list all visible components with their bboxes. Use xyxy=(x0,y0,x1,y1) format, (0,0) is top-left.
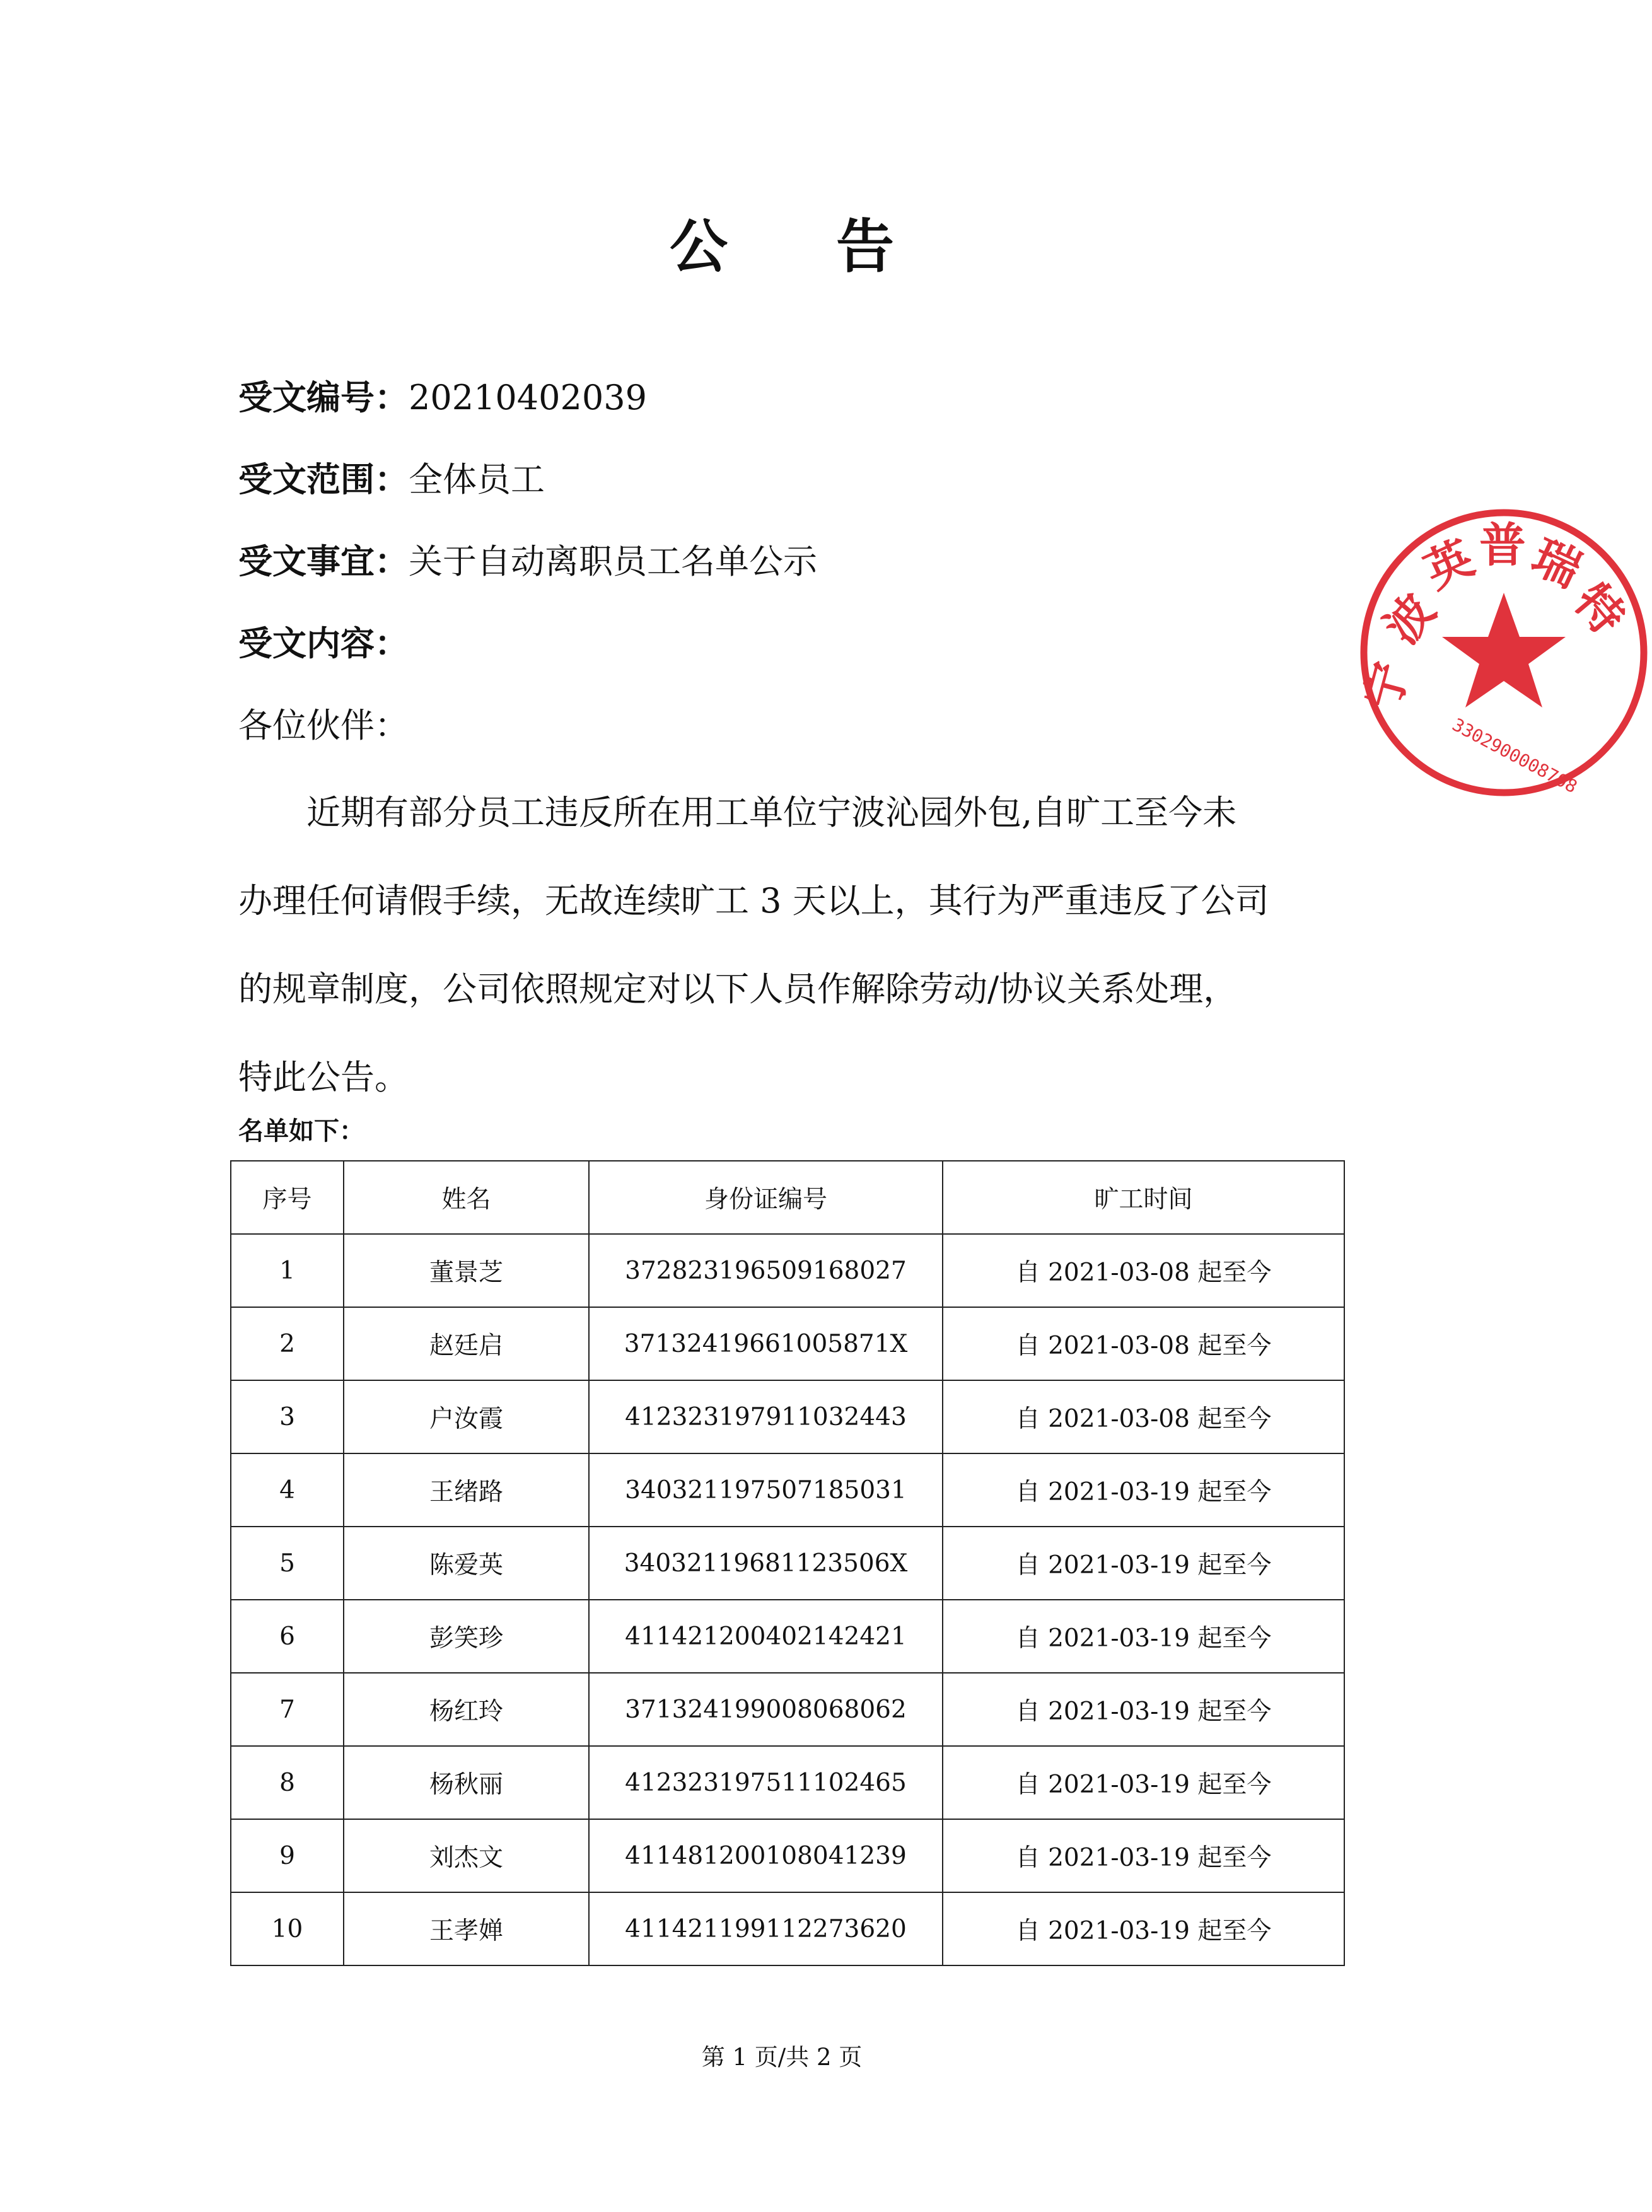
cell-absence-period: 自 2021-03-19 起至今 xyxy=(943,1746,1344,1819)
header-id-number: 身份证编号 xyxy=(589,1161,943,1234)
table-row xyxy=(231,1673,1344,1746)
field-value: 20210402039 xyxy=(409,378,647,417)
company-seal-stamp xyxy=(1356,504,1652,801)
field-label: 受文范围： xyxy=(238,460,409,499)
seal-char: 波 xyxy=(1374,583,1446,655)
cell-absence-period: 自 2021-03-19 起至今 xyxy=(943,1892,1344,1965)
cell-id-number: 411421200402142421 xyxy=(589,1600,943,1673)
body-line: 近期有部分员工违反所在用工单位宁波沁园外包,自旷工至今未 xyxy=(306,793,1237,832)
cell-absence-period: 自 2021-03-19 起至今 xyxy=(943,1453,1344,1527)
cell-index: 1 xyxy=(231,1234,344,1307)
cell-index: 5 xyxy=(231,1527,344,1600)
cell-id-number: 412323197911032443 xyxy=(589,1380,943,1453)
field-scope xyxy=(238,458,545,502)
cell-name: 赵廷启 xyxy=(344,1307,589,1380)
seal-char: 特 xyxy=(1563,574,1636,645)
cell-name: 董景芝 xyxy=(344,1234,589,1307)
cell-name: 彭笑珍 xyxy=(344,1600,589,1673)
page-footer: 第 1 页/共 2 页 xyxy=(701,2044,863,2071)
table-row xyxy=(231,1746,1344,1819)
cell-id-number: 372823196509168027 xyxy=(589,1234,943,1307)
table-row xyxy=(231,1380,1344,1453)
cell-index: 3 xyxy=(231,1380,344,1453)
seal-char: 普 xyxy=(1479,518,1526,573)
table-row xyxy=(231,1892,1344,1965)
cell-name: 刘杰文 xyxy=(344,1819,589,1892)
cell-id-number: 34032119681123506X xyxy=(589,1527,943,1600)
cell-index: 6 xyxy=(231,1600,344,1673)
cell-absence-period: 自 2021-03-19 起至今 xyxy=(943,1819,1344,1892)
cell-index: 10 xyxy=(231,1892,344,1965)
field-doc-number xyxy=(238,376,647,420)
cell-absence-period: 自 2021-03-19 起至今 xyxy=(943,1600,1344,1673)
cell-id-number: 411421199112273620 xyxy=(589,1892,943,1965)
employee-table xyxy=(230,1160,1345,1966)
cell-index: 7 xyxy=(231,1673,344,1746)
table-header-row xyxy=(231,1161,1344,1234)
field-label: 受文事宜： xyxy=(238,542,409,581)
cell-name: 杨红玲 xyxy=(344,1673,589,1746)
seal-number: 3302900008708 xyxy=(1448,714,1581,798)
field-label: 受文编号： xyxy=(238,378,409,417)
cell-index: 9 xyxy=(231,1819,344,1892)
table-row xyxy=(231,1600,1344,1673)
cell-absence-period: 自 2021-03-08 起至今 xyxy=(943,1234,1344,1307)
field-label: 受文内容： xyxy=(238,624,409,663)
field-value: 全体员工 xyxy=(409,460,545,499)
cell-index: 4 xyxy=(231,1453,344,1527)
cell-name: 王绪路 xyxy=(344,1453,589,1527)
cell-id-number: 411481200108041239 xyxy=(589,1819,943,1892)
greeting: 各位伙伴： xyxy=(238,706,409,745)
body-line: 特此公告。 xyxy=(238,1057,409,1097)
table-row xyxy=(231,1453,1344,1527)
cell-index: 8 xyxy=(231,1746,344,1819)
cell-name: 杨秋丽 xyxy=(344,1746,589,1819)
cell-absence-period: 自 2021-03-19 起至今 xyxy=(943,1673,1344,1746)
list-title: 名单如下： xyxy=(238,1117,364,1146)
seal-star-icon xyxy=(1442,593,1566,707)
body-paragraph xyxy=(238,769,1335,1122)
cell-name: 户汝霞 xyxy=(344,1380,589,1453)
field-value: 关于自动离职员工名单公示 xyxy=(409,542,817,581)
header-name: 姓名 xyxy=(344,1161,589,1234)
cell-id-number: 37132419661005871X xyxy=(589,1307,943,1380)
table-row xyxy=(231,1527,1344,1600)
cell-index: 2 xyxy=(231,1307,344,1380)
cell-name: 王孝婵 xyxy=(344,1892,589,1965)
header-absence-period: 旷工时间 xyxy=(943,1161,1344,1234)
seal-char: 宁 xyxy=(1354,656,1419,716)
seal-char: 英 xyxy=(1416,530,1482,600)
document-title: 公 告 xyxy=(669,213,939,281)
cell-id-number: 371324199008068062 xyxy=(589,1673,943,1746)
cell-name: 陈爱英 xyxy=(344,1527,589,1600)
table-row xyxy=(231,1819,1344,1892)
cell-id-number: 340321197507185031 xyxy=(589,1453,943,1527)
cell-absence-period: 自 2021-03-08 起至今 xyxy=(943,1380,1344,1453)
table-row xyxy=(231,1234,1344,1307)
seal-char: 瑞 xyxy=(1523,529,1590,598)
cell-absence-period: 自 2021-03-19 起至今 xyxy=(943,1527,1344,1600)
cell-id-number: 412323197511102465 xyxy=(589,1746,943,1819)
body-line: 办理任何请假手续，无故连续旷工 3 天以上，其行为严重违反了公司 xyxy=(238,881,1269,921)
field-content xyxy=(238,622,409,666)
cell-absence-period: 自 2021-03-08 起至今 xyxy=(943,1307,1344,1380)
header-index: 序号 xyxy=(231,1161,344,1234)
table-row xyxy=(231,1307,1344,1380)
body-line: 的规章制度，公司依照规定对以下人员作解除劳动/协议关系处理， xyxy=(238,969,1238,1009)
field-subject xyxy=(238,540,817,584)
